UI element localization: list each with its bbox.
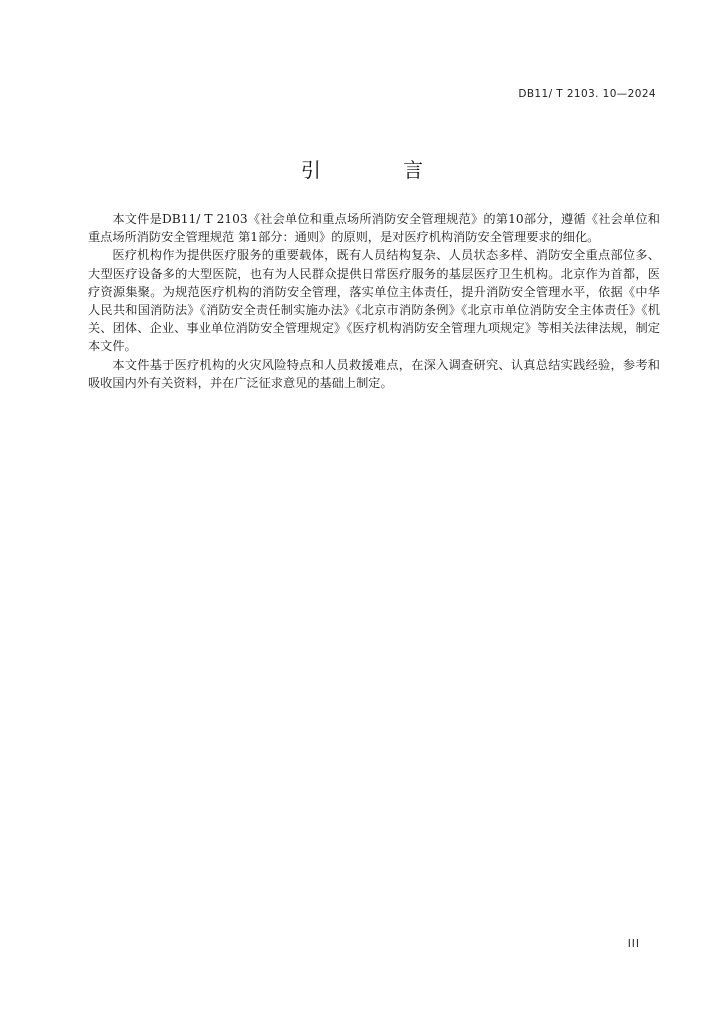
page-title: 引 言 [300,158,462,182]
standard-code: DB11/ T 2103. 10—2024 [518,88,656,100]
page-number: III [627,938,640,950]
document-body [88,210,660,392]
paragraph: 本文件基于医疗机构的火灾风险特点和人员救援难点，在深入调查研究、认真总结实践经验，参考和吸收国内外有关资料，并在广泛征求意见的基础上制定。 [88,357,660,390]
paragraph: 医疗机构作为提供医疗服务的重要载体，既有人员结构复杂、人员状态多样、消防安全重点部位多、大型医疗设备多的大型医院，也有为人民群众提供日常医疗服务的基层医疗卫生机构。北京作为首都，医疗资源集聚。为规范医疗机构的消防安全管理，落实单位主体责任，提升消防安全管理水平，依据《中华人民共和国消防法》《消防安全责任制实施办法》《北京市消防条例》《北京市单位消防安全主体责任》《机关、团体、企业、事业单位消防安全管理规定》《医疗机构消防安全管理九项规定》等相关法律法规，制定本文件。 [88,248,660,354]
paragraph: 本文件是DB11/ T 2103《社会单位和重点场所消防安全管理规范》的第10部分，遵循《社会单位和重点场所消防安全管理规范 第1部分：通则》的原则，是对医疗机构消防安全管理要求的细化。 [88,212,660,245]
